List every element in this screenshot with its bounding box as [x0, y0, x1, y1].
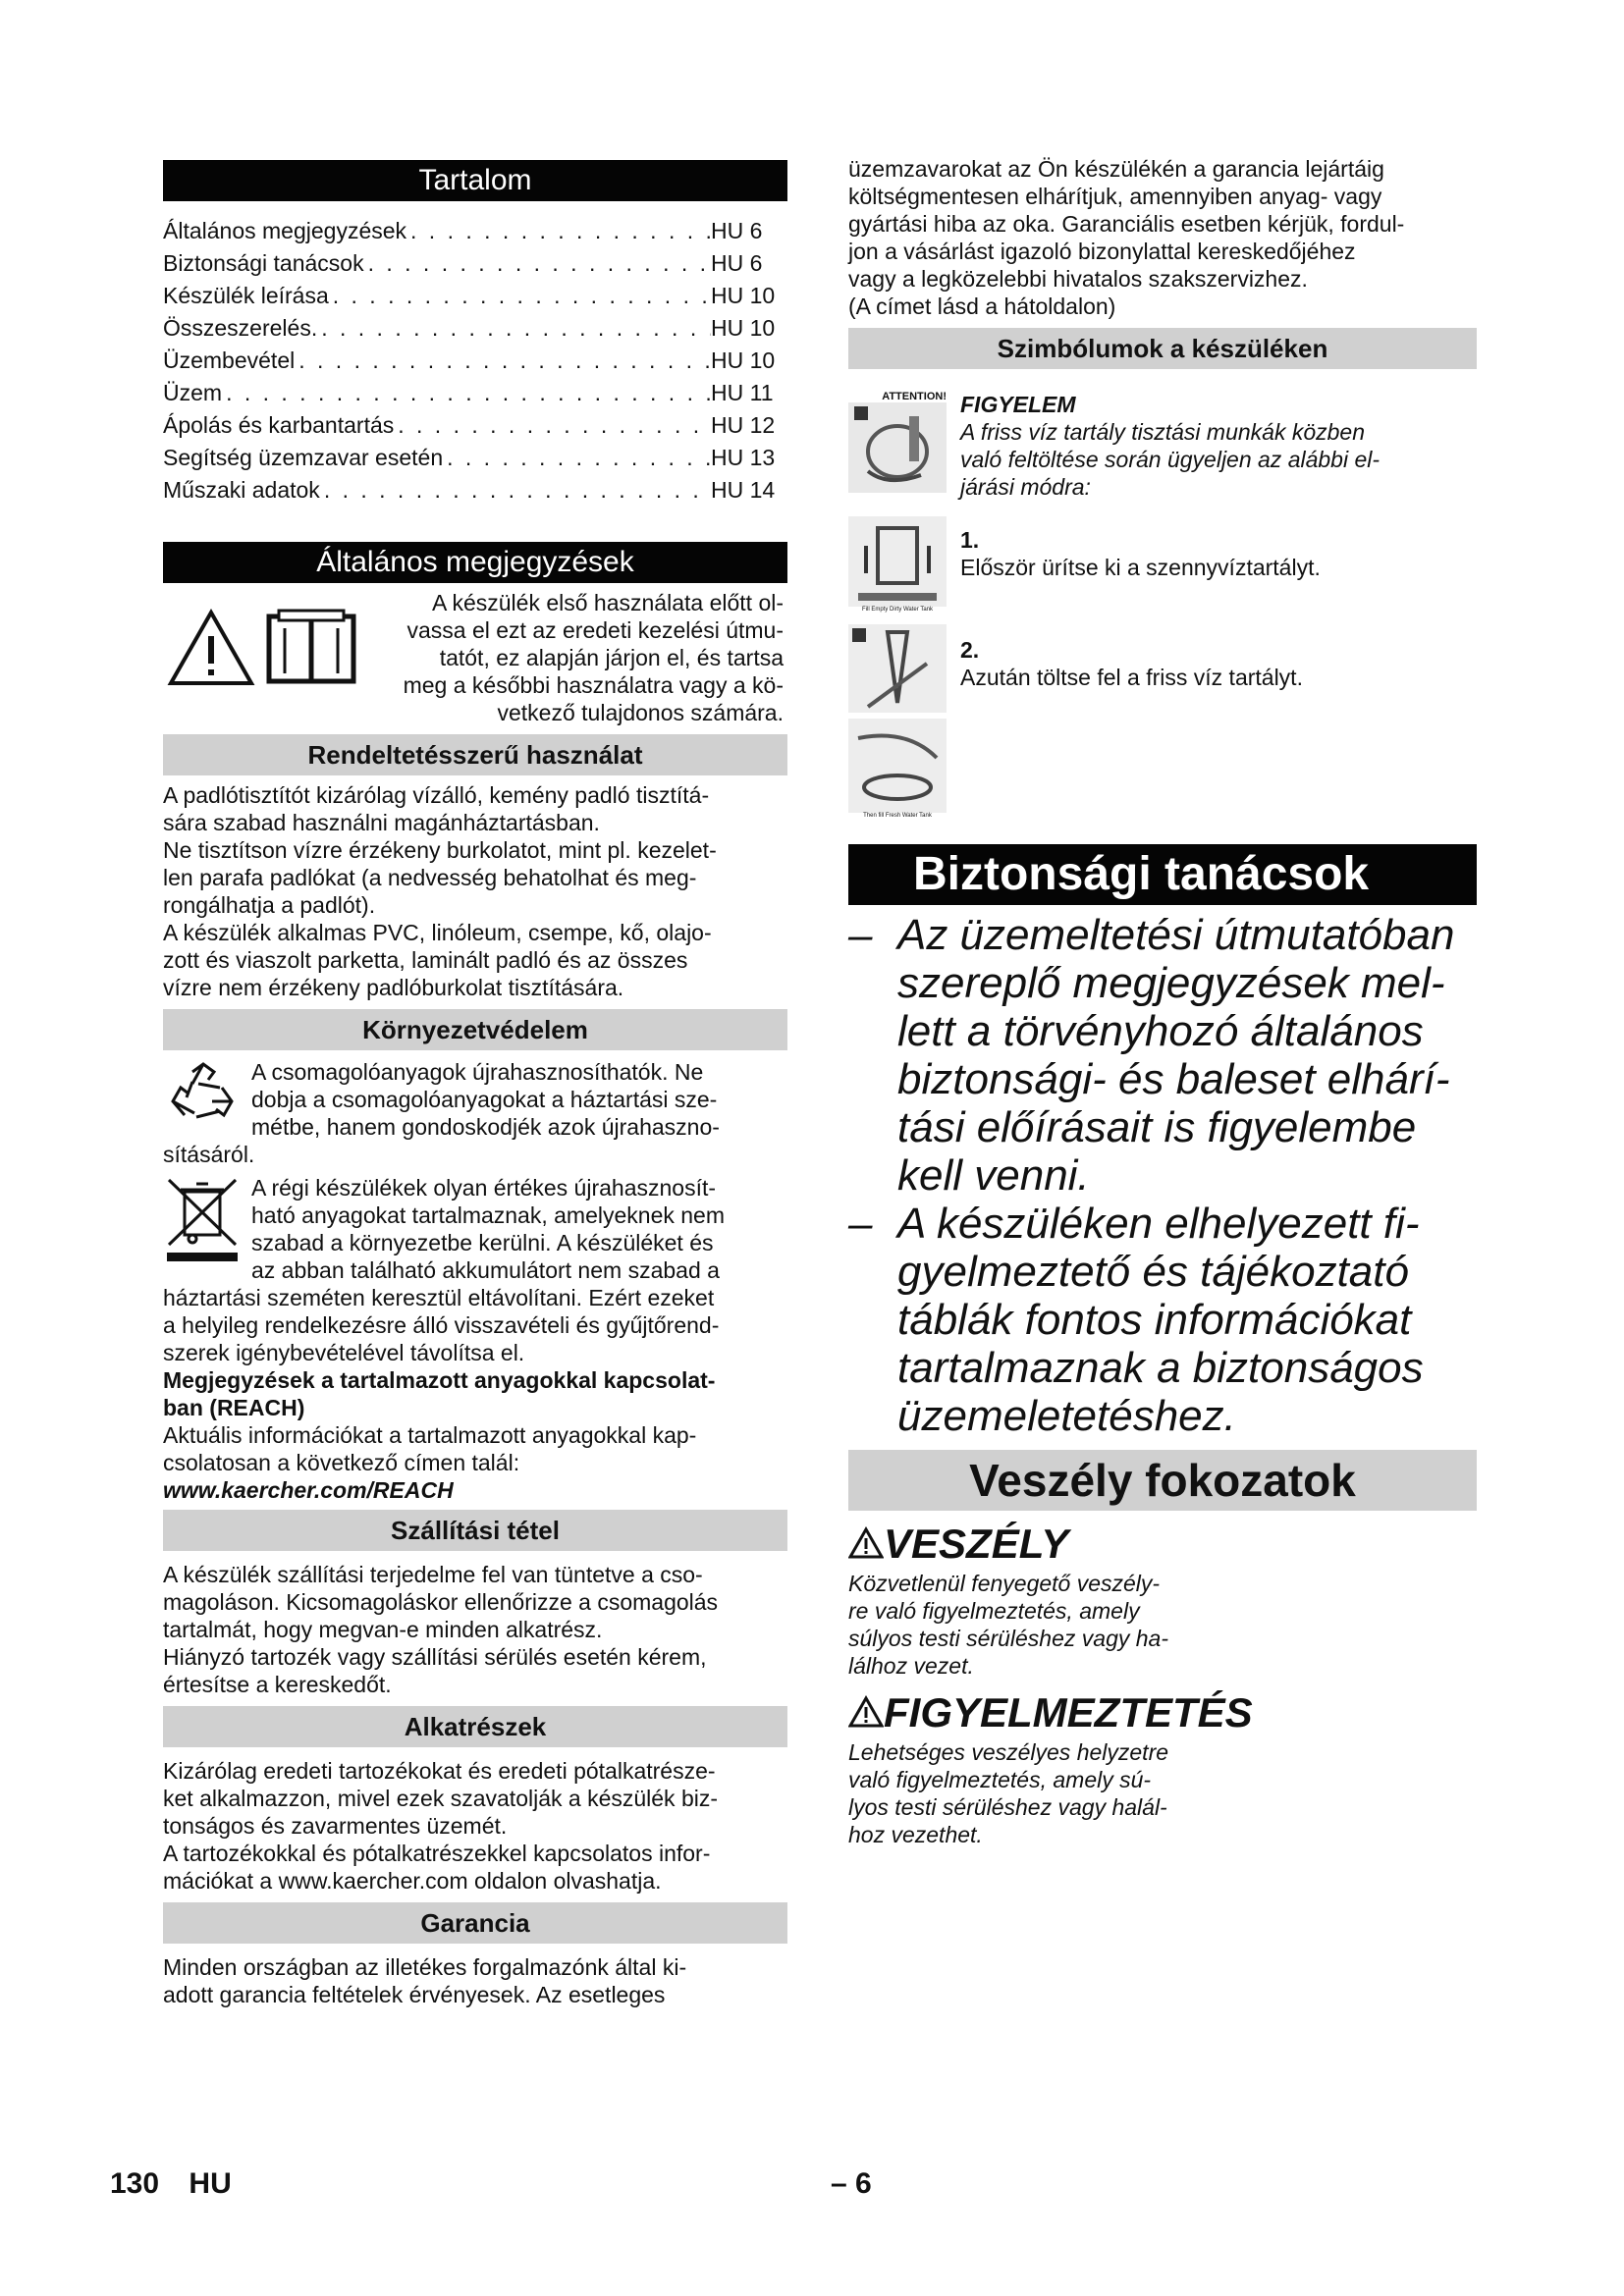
manual-book-icon [265, 609, 357, 687]
text-line: meg a későbbi használatra vagy a kö- [403, 672, 784, 698]
toc-entry-title: Műszaki adatok [163, 477, 320, 503]
page-number: 130 [110, 2167, 160, 2200]
bullet-line: tási előírásait is figyelembe [897, 1103, 1417, 1151]
toc-leader-dots [317, 312, 711, 345]
text-line: lyos testi sérüléshez vagy halál- [848, 1794, 1167, 1820]
general-text [363, 589, 787, 726]
toc-entry[interactable] [163, 345, 787, 377]
text-line: Kizárólag eredeti tartozékokat és eredeti pótalkatrésze- [163, 1758, 716, 1784]
toc-entry[interactable] [163, 474, 787, 507]
warranty-continued [848, 155, 1477, 320]
crossed-bin-icon [163, 1174, 244, 1262]
warranty-text [163, 1953, 787, 2008]
table-of-contents [163, 215, 787, 507]
text-line: A készülék első használata előtt ol- [432, 590, 784, 615]
bullet-line: szereplő megjegyzések mel- [897, 959, 1445, 1007]
step2-block [960, 624, 1477, 819]
toc-heading: Tartalom [163, 160, 787, 201]
toc-leader-dots [329, 280, 711, 312]
bullet-line: gyelmeztető és tájékoztató [897, 1248, 1409, 1296]
text-line: A csomagolóanyagok újrahasznosíthatók. Ne [251, 1059, 704, 1085]
bullet-dash: – [848, 1200, 873, 1248]
warning-triangle-icon [167, 609, 255, 687]
text-line: értesítse a kereskedőt. [163, 1672, 392, 1697]
toc-entry-title: Összeszerelés. [163, 315, 318, 341]
text-line: A régi készülékek olyan értékes újrahasznosít- [251, 1175, 717, 1201]
bullet-line: tartalmaznak a biztonságos [897, 1344, 1424, 1392]
toc-entry-page: HU 10 [711, 315, 776, 341]
step1-number: 1. [960, 527, 980, 553]
text-line: sításáról. [163, 1142, 255, 1167]
step1-caption: Fill Empty Dirty Water Tank [861, 607, 933, 613]
warning-title: FIGYELMEZTETÉS [884, 1689, 1253, 1735]
text-line: ket alkalmazzon, mivel ezek szavatolják a készülék biz- [163, 1786, 719, 1811]
symbol-attention-row [848, 391, 1477, 501]
safety-bullets [848, 911, 1477, 1440]
fresh-water-icon [848, 719, 947, 813]
text-line: A padlótisztítót kizárólag vízálló, kemény padló tisztítá- [163, 782, 710, 808]
toc-entry-title: Üzem [163, 380, 223, 405]
toc-entry[interactable] [163, 247, 787, 280]
text-line: re való figyelmeztetés, amely [848, 1598, 1140, 1624]
toc-leader-dots [406, 215, 711, 247]
bullet-line: biztonsági- és baleset elhárí- [897, 1055, 1450, 1103]
dirty-tank-icon [848, 516, 947, 607]
toc-entry-title: Ápolás és karbantartás [163, 412, 395, 438]
step2-image [848, 624, 947, 819]
toc-leader-dots [295, 345, 711, 377]
toc-entry-page: HU 11 [711, 380, 774, 405]
text-line: vízre nem érzékeny padlóburkolat tisztítására. [163, 975, 624, 1000]
bullet-dash: – [848, 911, 873, 959]
step2-text: Azután töltse fel a friss víz tartályt. [960, 665, 1303, 690]
recycle-text [163, 1058, 787, 1168]
toc-entry-title: Biztonsági tanácsok [163, 250, 364, 276]
danger-levels-heading: Veszély fokozatok [848, 1450, 1477, 1511]
toc-entry-title: Készülék leírása [163, 283, 329, 308]
text-line: Hiányzó tartozék vagy szállítási sérülés esetén kérem, [163, 1644, 707, 1670]
text-line: tatót, ez alapján járjon el, és tartsa [439, 645, 784, 670]
delivery-heading: Szállítási tétel [163, 1510, 787, 1551]
text-line: A friss víz tartály tisztási munkák közben [960, 419, 1366, 445]
reach-text [163, 1421, 787, 1476]
step2-caption: Then fill Fresh Water Tank [863, 813, 932, 819]
text-line: Minden országban az illetékes forgalmazónk által ki- [163, 1954, 687, 1980]
text-line: szerek igénybevételével távolítsa el. [163, 1340, 525, 1365]
text-line: az abban található akkumulátort nem szabad a [251, 1257, 720, 1283]
text-line: len parafa padlókat (a nedvesség behatolhat és meg- [163, 865, 697, 890]
safety-heading: Biztonsági tanácsok [848, 844, 1477, 905]
text-line: dobja a csomagolóanyagokat a háztartási sze- [251, 1087, 718, 1112]
intended-use-text [163, 781, 787, 1001]
text-line: rongálhatja a padlót). [163, 892, 376, 918]
reach-url[interactable]: www.kaercher.com/REACH [163, 1477, 454, 1503]
recycle-icon [163, 1058, 244, 1137]
attention-image [848, 391, 947, 501]
toc-entry-page: HU 10 [711, 347, 776, 373]
toc-entry-title: Üzembevétel [163, 347, 296, 373]
text-line: Ne tisztítson vízre érzékeny burkolatot, mint pl. kezelet- [163, 837, 717, 863]
toc-entry-page: HU 12 [711, 412, 776, 438]
text-line: A tartozékokkal és pótalkatrészekkel kapcsolatos infor- [163, 1841, 711, 1866]
bullet-line: táblák fontos információkat [897, 1296, 1412, 1344]
step1-image [848, 516, 947, 613]
text-line: mációkat a www.kaercher.com oldalon olvashatja. [163, 1868, 662, 1894]
footer-page [110, 2167, 232, 2201]
attention-label: ATTENTION! [882, 391, 947, 402]
tank-emptying-icon [848, 402, 947, 493]
toc-entry[interactable] [163, 312, 787, 345]
symbols-heading: Szimbólumok a készüléken [848, 328, 1477, 369]
bullet-line: lett a törvényhozó általános [897, 1007, 1424, 1055]
fill-tank-icon [848, 624, 947, 713]
text-line: magoláson. Kicsomagoláskor ellenőrizze a csomagolás [163, 1589, 719, 1615]
language-code: HU [189, 2167, 232, 2200]
toc-entry[interactable] [163, 280, 787, 312]
text-line: való figyelmeztetés, amely sú- [848, 1767, 1152, 1792]
text-line: ható anyagokat tartalmaznak, amelyeknek nem [251, 1202, 725, 1228]
bullet-line: Az üzemeltetési útmutatóban [897, 911, 1455, 959]
text-line: szabad a környezetbe kerülni. A készüléket és [251, 1230, 714, 1255]
safety-bullet [848, 1200, 1477, 1440]
text-line: háztartási szeméten keresztül eltávolítani. Ezért ezeket [163, 1285, 715, 1310]
footer-center: – 6 [831, 2167, 872, 2200]
danger-warning-icon [848, 1526, 884, 1560]
warranty-heading: Garancia [163, 1902, 787, 1944]
text-line: adott garancia feltételek érvényesek. Az esetleges [163, 1982, 666, 2007]
figyelem-block [960, 391, 1477, 501]
text-line: való feltöltése során ügyeljen az alábbi el- [960, 447, 1380, 472]
toc-entry[interactable] [163, 409, 787, 442]
general-notes [163, 589, 787, 726]
text-line: hoz vezethet. [848, 1822, 983, 1847]
toc-entry[interactable] [163, 442, 787, 474]
toc-entry-page: HU 6 [711, 218, 763, 243]
text-line: (A címet lásd a hátoldalon) [848, 294, 1116, 319]
danger-title-row [848, 1519, 1477, 1570]
toc-entry[interactable] [163, 377, 787, 409]
general-icons [163, 589, 363, 726]
figyelem-text [960, 418, 1477, 501]
bullet-text [897, 1200, 1424, 1440]
toc-entry-page: HU 14 [711, 477, 776, 503]
text-line: gyártási hiba az oka. Garanciális esetben kérjük, fordul- [848, 211, 1405, 237]
step1-text: Először ürítse ki a szennyvíztartályt. [960, 555, 1321, 580]
recycle-paragraph [163, 1058, 787, 1168]
text-line: költségmentesen elhárítjuk, amennyiben anyag- vagy [848, 184, 1382, 209]
text-line: lálhoz vezet. [848, 1653, 974, 1679]
warning-title-row [848, 1687, 1477, 1738]
general-heading: Általános megjegyzések [163, 542, 787, 583]
symbol-step2-row [848, 624, 1477, 819]
text-line: vagy a legközelebbi hivatalos szakszervizhez. [848, 266, 1308, 292]
text-line: Megjegyzések a tartalmazott anyagokkal kapcsolat- [163, 1367, 716, 1393]
toc-entry-page: HU 6 [711, 250, 763, 276]
symbol-step1-row [848, 516, 1477, 613]
text-line: üzemzavarokat az Ön készülékén a garancia lejártáig [848, 156, 1384, 182]
reach-title [163, 1366, 787, 1421]
bullet-line: üzemeletetéshez. [897, 1392, 1236, 1440]
danger-title: VESZÉLY [884, 1521, 1069, 1567]
toc-entry-title: Általános megjegyzések [163, 218, 407, 243]
text-line: A készülék alkalmas PVC, linóleum, csempe, kő, olajo- [163, 920, 712, 945]
text-line: sára szabad használni magánháztartásban. [163, 810, 600, 835]
text-line: Közvetlenül fenyegető veszély- [848, 1571, 1161, 1596]
step2-number: 2. [960, 637, 980, 663]
toc-leader-dots [443, 442, 711, 474]
text-line: járási módra: [960, 474, 1091, 500]
text-line: Aktuális információkat a tartalmazott anyagokkal kap- [163, 1422, 697, 1448]
left-column [163, 160, 787, 2008]
step1-block [960, 516, 1477, 613]
warning-text [848, 1738, 1477, 1848]
toc-entry[interactable] [163, 215, 787, 247]
toc-leader-dots [394, 409, 711, 442]
toc-leader-dots [222, 377, 711, 409]
warning-warning-icon [848, 1695, 884, 1729]
right-column [848, 155, 1477, 1848]
text-line: tonságos és zavarmentes üzemét. [163, 1813, 508, 1839]
text-line: tartalmát, hogy megvan-e minden alkatrész. [163, 1617, 603, 1642]
text-line: súlyos testi sérüléshez vagy ha- [848, 1626, 1168, 1651]
toc-leader-dots [364, 247, 711, 280]
text-line: a helyileg rendelkezésre álló visszavételi és gyűjtőrend- [163, 1312, 720, 1338]
toc-entry-title: Segítség üzemzavar esetén [163, 445, 444, 470]
text-line: A készülék szállítási terjedelme fel van tüntetve a cso- [163, 1562, 703, 1587]
safety-bullet [848, 911, 1477, 1200]
text-line: zott és viaszolt parketta, laminált padló és az összes [163, 947, 688, 973]
weee-paragraph [163, 1174, 787, 1366]
text-line: Lehetséges veszélyes helyzetre [848, 1739, 1169, 1765]
bullet-line: kell venni. [897, 1151, 1090, 1200]
figyelem-title: FIGYELEM [960, 392, 1076, 417]
bullet-text [897, 911, 1454, 1200]
text-line: ban (REACH) [163, 1395, 305, 1420]
toc-leader-dots [320, 474, 711, 507]
toc-entry-page: HU 13 [711, 445, 776, 470]
text-line: vassa el ezt az eredeti kezelési útmu- [406, 617, 784, 643]
text-line: jon a vásárlást igazoló bizonylattal kereskedőjéhez [848, 239, 1356, 264]
text-line: métbe, hanem gondoskodjék azok újrahaszno- [251, 1114, 720, 1140]
bullet-line: A készüléken elhelyezett fi- [897, 1200, 1420, 1248]
text-line: csolatosan a következő címen talál: [163, 1450, 520, 1475]
text-line: vetkező tulajdonos számára. [497, 700, 784, 725]
parts-heading: Alkatrészek [163, 1706, 787, 1747]
environment-heading: Környezetvédelem [163, 1009, 787, 1050]
intended-use-heading: Rendeltetésszerű használat [163, 734, 787, 775]
parts-text [163, 1757, 787, 1895]
delivery-text [163, 1561, 787, 1698]
toc-entry-page: HU 10 [711, 283, 776, 308]
danger-text [848, 1570, 1477, 1680]
weee-text [163, 1174, 787, 1366]
